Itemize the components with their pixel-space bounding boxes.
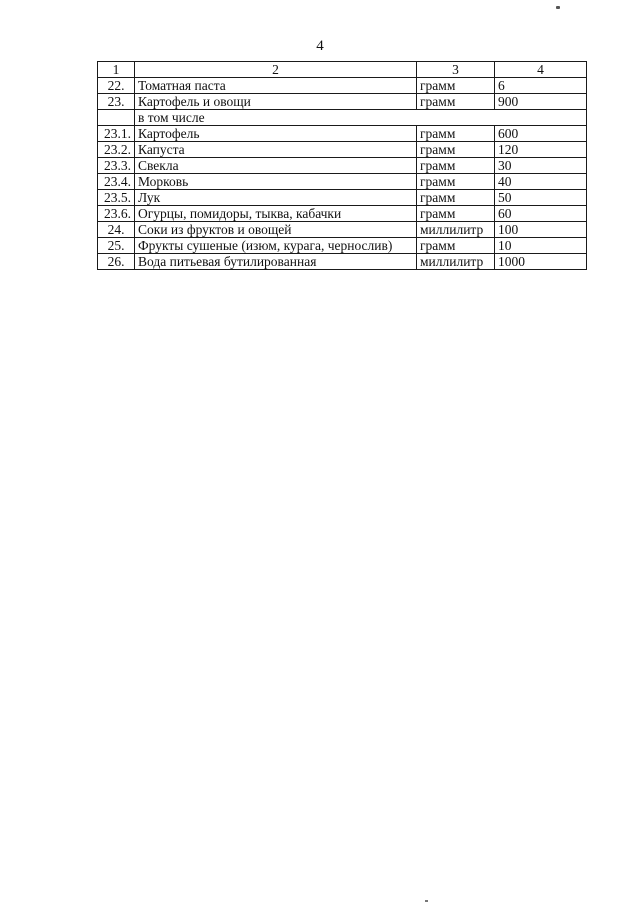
quantity: 1000	[495, 254, 587, 270]
table-row	[98, 190, 587, 206]
unit: грамм	[417, 142, 495, 158]
row-number: 23.3.	[98, 158, 135, 174]
unit: миллилитр	[417, 254, 495, 270]
row-number: 24.	[98, 222, 135, 238]
row-number: 26.	[98, 254, 135, 270]
row-number: 23.1.	[98, 126, 135, 142]
row-number: 22.	[98, 78, 135, 94]
header-cell-1: 1	[98, 62, 135, 78]
unit: грамм	[417, 190, 495, 206]
product-name: Огурцы, помидоры, тыква, кабачки	[135, 206, 417, 222]
row-number	[98, 110, 135, 126]
table-header-row	[98, 62, 587, 78]
row-number: 23.5.	[98, 190, 135, 206]
quantity: 60	[495, 206, 587, 222]
quantity: 50	[495, 190, 587, 206]
table-row	[98, 238, 587, 254]
table-row	[98, 222, 587, 238]
table-row	[98, 94, 587, 110]
header-cell-2: 2	[135, 62, 417, 78]
unit: грамм	[417, 94, 495, 110]
product-name: Соки из фруктов и овощей	[135, 222, 417, 238]
unit: грамм	[417, 78, 495, 94]
unit: грамм	[417, 174, 495, 190]
product-name: Картофель и овощи	[135, 94, 417, 110]
product-name: Морковь	[135, 174, 417, 190]
product-name: Томатная паста	[135, 78, 417, 94]
unit: грамм	[417, 206, 495, 222]
row-number: 23.4.	[98, 174, 135, 190]
subheading-text: в том числе	[135, 110, 587, 126]
quantity: 10	[495, 238, 587, 254]
table-row	[98, 174, 587, 190]
table-row	[98, 158, 587, 174]
header-cell-4: 4	[495, 62, 587, 78]
table-row	[98, 142, 587, 158]
product-norms-table	[97, 61, 587, 270]
product-name: Лук	[135, 190, 417, 206]
row-number: 23.	[98, 94, 135, 110]
quantity: 6	[495, 78, 587, 94]
quantity: 600	[495, 126, 587, 142]
table-row	[98, 78, 587, 94]
table-row-subheading	[98, 110, 587, 126]
header-cell-3: 3	[417, 62, 495, 78]
quantity: 40	[495, 174, 587, 190]
product-name: Свекла	[135, 158, 417, 174]
scan-speck	[556, 6, 560, 9]
table-row	[98, 206, 587, 222]
row-number: 23.6.	[98, 206, 135, 222]
quantity: 120	[495, 142, 587, 158]
product-name: Картофель	[135, 126, 417, 142]
quantity: 30	[495, 158, 587, 174]
unit: грамм	[417, 158, 495, 174]
unit: грамм	[417, 238, 495, 254]
product-name: Капуста	[135, 142, 417, 158]
scan-speck	[425, 900, 428, 902]
unit: грамм	[417, 126, 495, 142]
product-name: Фрукты сушеные (изюм, курага, чернослив)	[135, 238, 417, 254]
row-number: 25.	[98, 238, 135, 254]
page-number: 4	[316, 38, 324, 54]
quantity: 900	[495, 94, 587, 110]
quantity: 100	[495, 222, 587, 238]
table-row	[98, 254, 587, 270]
table-row	[98, 126, 587, 142]
row-number: 23.2.	[98, 142, 135, 158]
unit: миллилитр	[417, 222, 495, 238]
product-name: Вода питьевая бутилированная	[135, 254, 417, 270]
